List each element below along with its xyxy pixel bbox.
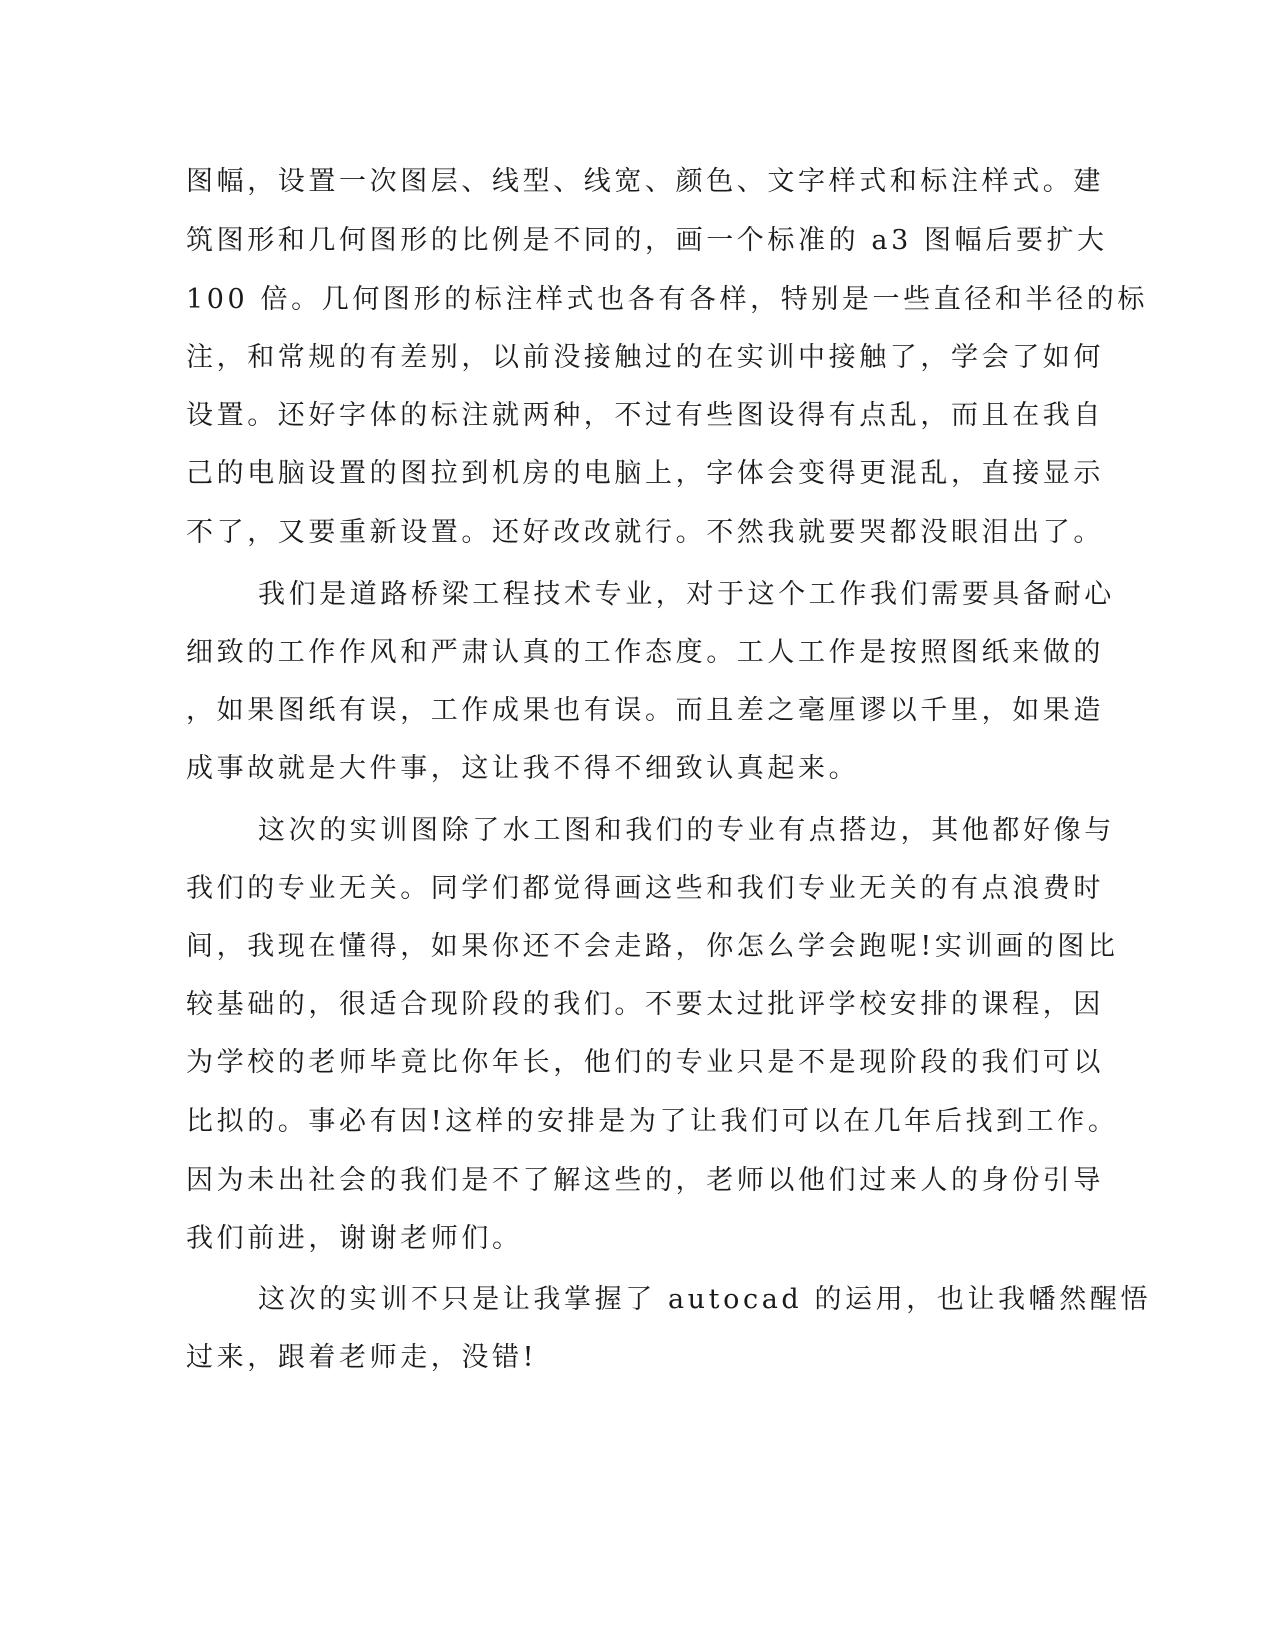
text-line: 设置。还好字体的标注就两种，不过有些图设得有点乱，而且在我自 <box>186 400 1104 431</box>
text-line: 己的电脑设置的图拉到机房的电脑上，字体会变得更混乱，直接显示 <box>186 458 1104 489</box>
text-line: 这次的实训图除了水工图和我们的专业有点搭边，其他都好像与 <box>258 815 1115 846</box>
text-line: 因为未出社会的我们是不了解这些的，老师以他们过来人的身份引导 <box>186 1165 1104 1196</box>
text-line: 较基础的，很适合现阶段的我们。不要太过批评学校安排的课程，因 <box>186 989 1104 1020</box>
text-line: 成事故就是大件事，这让我不得不细致认真起来。 <box>186 753 860 784</box>
text-line: 这次的实训不只是让我掌握了 autocad 的运用，也让我幡然醒悟 <box>258 1284 1152 1315</box>
text-line: 我们前进，谢谢老师们。 <box>186 1223 523 1254</box>
text-line: 为学校的老师毕竟比你年长，他们的专业只是不是现阶段的我们可以 <box>186 1047 1104 1078</box>
text-line: 比拟的。事必有因!这样的安排是为了让我们可以在几年后找到工作。 <box>186 1106 1119 1137</box>
text-line: 间，我现在懂得，如果你还不会走路，你怎么学会跑呢!实训画的图比 <box>186 931 1119 962</box>
text-line: 注，和常规的有差别，以前没接触过的在实训中接触了，学会了如何 <box>186 342 1104 373</box>
text-line: 我们是道路桥梁工程技术专业，对于这个工作我们需要具备耐心 <box>258 579 1115 610</box>
text-line: 过来，跟着老师走，没错! <box>186 1342 538 1373</box>
text-line: 我们的专业无关。同学们都觉得画这些和我们专业无关的有点浪费时 <box>186 873 1104 904</box>
text-line: ，如果图纸有误，工作成果也有误。而且差之毫厘谬以千里，如果造 <box>186 695 1104 726</box>
text-line: 细致的工作作风和严肃认真的工作态度。工人工作是按照图纸来做的 <box>186 637 1104 668</box>
text-line: 100 倍。几何图形的标注样式也各有各样，特别是一些直径和半径的标 <box>186 284 1148 315</box>
text-line: 不了，又要重新设置。还好改改就行。不然我就要哭都没眼泪出了。 <box>186 517 1104 548</box>
text-line: 图幅，设置一次图层、线型、线宽、颜色、文字样式和标注样式。建 <box>186 166 1104 197</box>
text-line: 筑图形和几何图形的比例是不同的，画一个标准的 a3 图幅后要扩大 <box>186 225 1108 256</box>
